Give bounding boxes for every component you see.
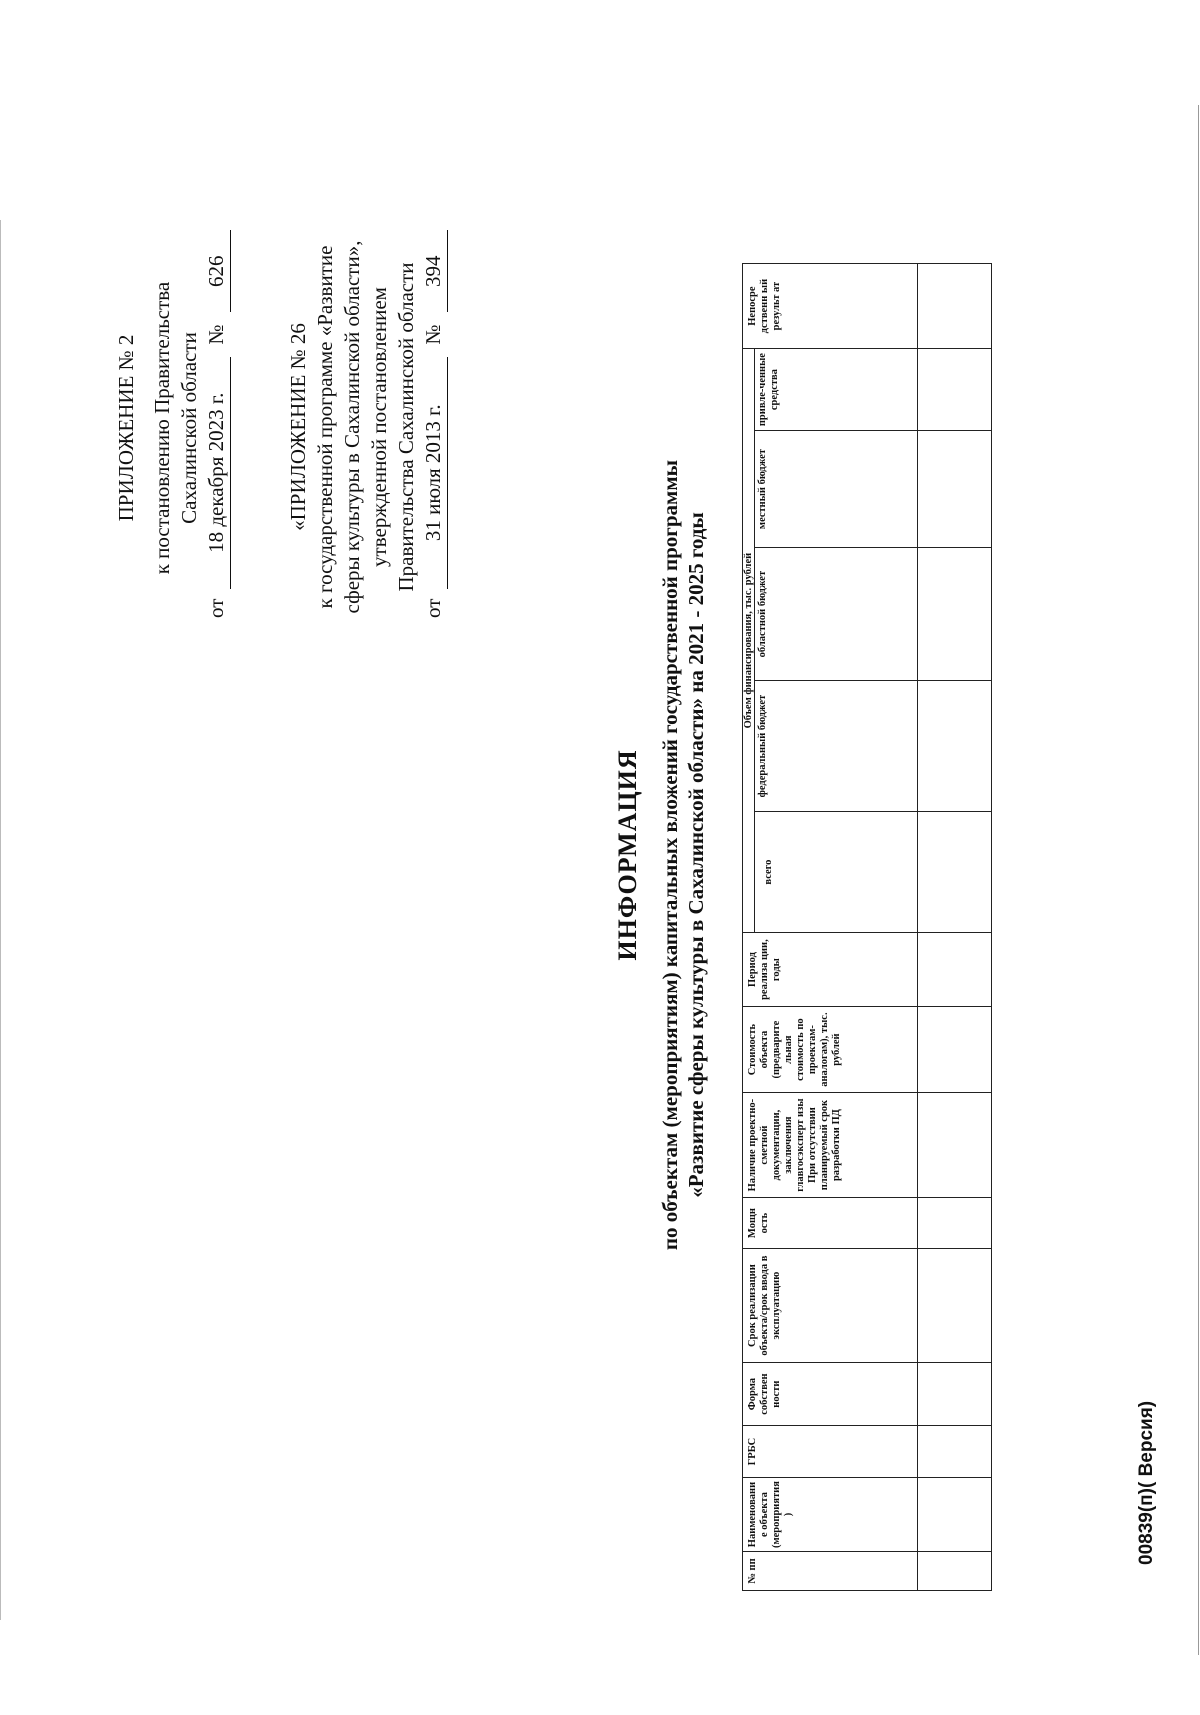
table-cell <box>918 812 992 933</box>
appendix-main-sign-row <box>203 238 231 618</box>
appendix-program-number: 394 <box>420 230 448 312</box>
col-header-name: Наименовани е объекта (мероприятия ) <box>743 1478 918 1552</box>
appendix-main <box>113 238 231 618</box>
document-subtitle-line1: по объектам (мероприятиям) капитальных вложений государственной программы <box>658 459 682 1251</box>
appendix-program-line4: Правительства Сахалинской области <box>394 262 418 592</box>
appendix-main-line2: Сахалинской области <box>177 332 201 524</box>
appendix-program-sign-row <box>420 236 448 618</box>
table-cell <box>918 1552 992 1591</box>
appendix-program-line1: к государственной программе «Развитие <box>313 245 337 609</box>
table-cell <box>918 264 992 349</box>
appendix-main-title: ПРИЛОЖЕНИЕ № 2 <box>114 334 138 522</box>
appendix-program-number-label: № <box>421 324 445 345</box>
appendix-program <box>285 236 448 618</box>
page-edge-bottom <box>1198 105 1199 1655</box>
document-subtitle-line2: «Развитие сферы культуры в Сахалинской области» на 2021 - 2025 годы <box>684 512 708 1198</box>
col-header-result: Непосре дственн ый результ ат <box>743 264 918 349</box>
col-header-num: № пп <box>743 1552 918 1591</box>
table-cell <box>918 1426 992 1478</box>
appendix-program-date: 31 июля 2013 г. <box>420 357 448 589</box>
funding-header-local: местный бюджет <box>755 431 918 548</box>
col-header-funding: Объем финансирования, тыс. рублей <box>743 349 755 933</box>
table-cell <box>918 1198 992 1249</box>
table-cell <box>918 431 992 548</box>
col-header-capacity: Мощн ость <box>743 1198 918 1249</box>
col-header-term: Срок реализации объекта/срок ввода в эксплуатацию <box>743 1249 918 1363</box>
table-cell <box>918 1249 992 1363</box>
table-cell <box>918 1007 992 1093</box>
col-header-ownership: Форма собствен ности <box>743 1363 918 1426</box>
table-row <box>918 264 992 1591</box>
funding-header-regional: областной бюджет <box>755 548 918 681</box>
table-cell <box>918 1093 992 1198</box>
col-header-cost: Стоимость объекта (предварите льная стоимость по проектам-аналогам), тыс. рублей <box>743 1007 918 1093</box>
appendix-program-line3: утвержденной постановлением <box>367 287 391 567</box>
table-cell <box>918 548 992 681</box>
appendix-main-date: 18 декабря 2023 г. <box>203 357 231 589</box>
document-version-code: 00839(п)( Версия) <box>1136 1400 1157 1565</box>
table-cell <box>918 933 992 1007</box>
appendix-main-number-label: № <box>204 324 228 345</box>
document-title: ИНФОРМАЦИЯ <box>613 749 642 961</box>
appendix-main-from-label: от <box>204 598 228 618</box>
funding-header-federal: федеральный бюджет <box>755 681 918 812</box>
col-header-grbs: ГРБС <box>743 1426 918 1478</box>
appendix-program-title: «ПРИЛОЖЕНИЕ № 26 <box>286 323 310 531</box>
appendix-program-from-label: от <box>421 598 445 618</box>
col-header-documentation: Наличие проектно-сметной документации, заключения главгосэксперт изы При отсутствии планируемый срок разработки ПД <box>743 1093 918 1198</box>
appendix-main-line1: к постановлению Правительства <box>150 281 174 575</box>
page-edge-top <box>0 220 1 1620</box>
appendix-main-number: 626 <box>203 230 231 312</box>
table-cell <box>918 1478 992 1552</box>
capital-investment-table <box>742 263 992 1591</box>
table-cell <box>918 1363 992 1426</box>
table-cell <box>918 349 992 431</box>
col-header-period: Период реализа ции, годы <box>743 933 918 1007</box>
table-cell <box>918 681 992 812</box>
appendix-program-line2: сферы культуры в Сахалинской области», <box>340 240 364 614</box>
funding-header-attracted: привле-ченные средства <box>755 349 918 431</box>
funding-header-total: всего <box>755 812 918 933</box>
